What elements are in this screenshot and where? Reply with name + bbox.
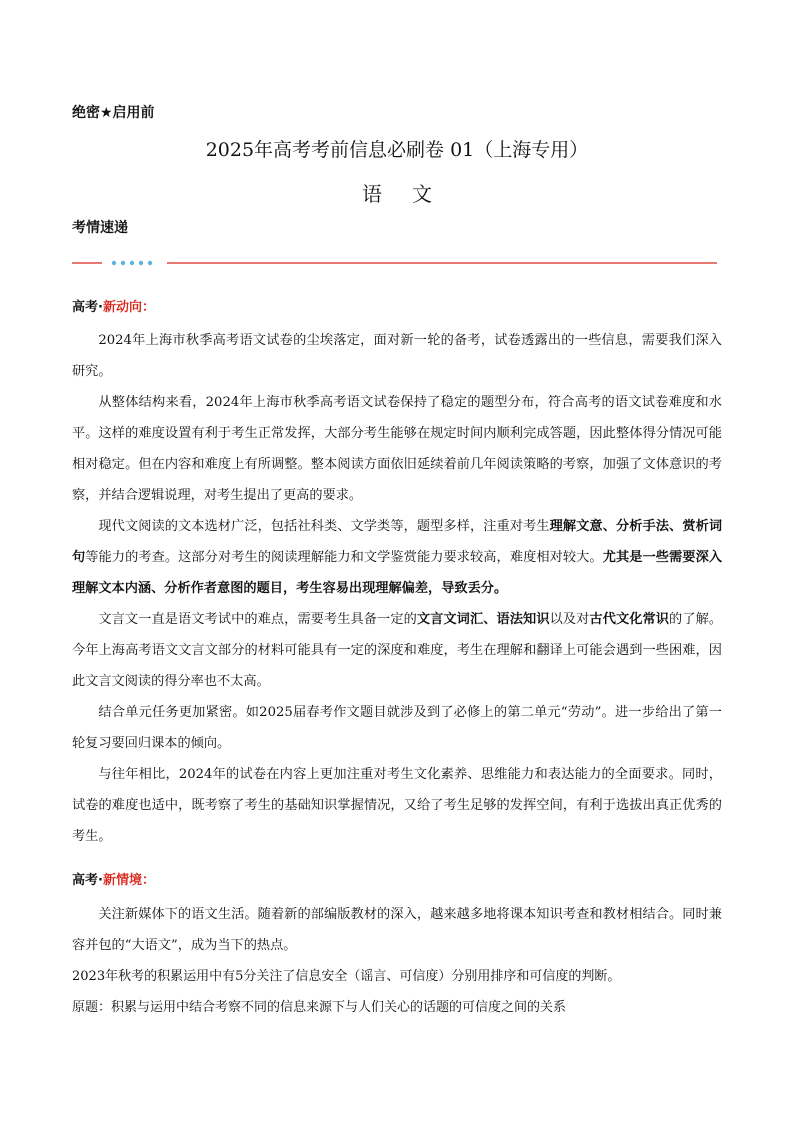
subject-char-1: 语 bbox=[362, 182, 382, 206]
heading-new-context bbox=[72, 869, 155, 888]
paragraph bbox=[72, 511, 722, 604]
bold-run: 赏析词句 bbox=[72, 519, 723, 565]
subject-char-2: 文 bbox=[412, 182, 432, 206]
heading-new-trend bbox=[72, 296, 155, 315]
text-run: 文言文一直是语文考试中的难点，需要考生具备一定的 bbox=[98, 612, 417, 627]
divider-dot bbox=[139, 261, 143, 265]
bold-run: 、 bbox=[602, 519, 616, 534]
text-run: 的了解。今年上海高考语文文言文部分的材料可能具有一定的深度和难度，考生在理解和翻译上可能会遇到一些困难，因此文言文阅读的得分率也不太高。 bbox=[72, 612, 723, 689]
trend-paragraphs bbox=[72, 325, 722, 852]
bold-run: 文言文词汇 bbox=[416, 612, 484, 627]
section-divider bbox=[72, 256, 717, 270]
heading-prefix: 高考· bbox=[72, 873, 103, 888]
divider-dot bbox=[130, 261, 134, 265]
heading-prefix: 高考· bbox=[72, 300, 103, 315]
page-title: 2025年高考考前信息必刷卷 01（上海专用） bbox=[205, 139, 589, 161]
bold-run: 语法知识 bbox=[496, 612, 550, 627]
text-run: 以及对 bbox=[549, 612, 590, 627]
text-run: 等能力的考查。这部分对考生的阅读理解能力和文学鉴赏能力要求较高，难度相对较大。 bbox=[85, 550, 603, 565]
bold-run: 分析手法 bbox=[615, 519, 670, 534]
heading-highlight: 新情境： bbox=[102, 873, 155, 888]
subject-title bbox=[0, 178, 794, 207]
text-run: 现代文阅读的文本选材广泛，包括社科类、文学类等，题型多样，注重对考生 bbox=[98, 519, 550, 534]
section-title: 考情速递 bbox=[72, 220, 128, 236]
bold-run: 古代文化常识 bbox=[589, 612, 670, 627]
divider-dot bbox=[121, 261, 125, 265]
bold-run: 、 bbox=[483, 612, 497, 627]
confidential-label: 绝密★启用前 bbox=[72, 105, 155, 121]
bold-run: 理解文意 bbox=[549, 519, 603, 534]
paragraph: 从整体结构来看，2024年上海市秋季高考语文试卷保持了稳定的题型分布，符合高考的语文试卷难度和水平。这样的难度设置有利于考生正常发挥，大部分考生能够在规定时间内顺利完成答题，因此整体得分情况可能相对稳定。但在内容和难度上有所调整。整本阅读方面依旧延续着前几年阅读策略的考察，加强了文体意识的考察，并结合逻辑说理，对考生提出了更高的要求。 bbox=[72, 395, 722, 503]
heading-highlight: 新动向： bbox=[102, 300, 155, 315]
paragraph bbox=[72, 604, 722, 697]
context-paragraph bbox=[72, 899, 722, 961]
paragraph: 与往年相比，2024年的试卷在内容上更加注重对考生文化素养、思维能力和表达能力的全面要求。同时，试卷的难度也适中，既考察了考生的基础知识掌握情况，又给了考生足够的发挥空间，有利于选拔出真正优秀的考生。 bbox=[72, 767, 722, 844]
paragraph: 关注新媒体下的语文生活。随着新的部编版教材的深入，越来越多地将课本知识考查和教材相结合。同时兼容并包的“大语文”，成为当下的热点。 bbox=[72, 907, 722, 953]
bold-run: 、 bbox=[669, 519, 683, 534]
divider-dot bbox=[148, 261, 152, 265]
divider-dot bbox=[112, 261, 116, 265]
paragraph: 结合单元任务更加紧密。如2025届春考作文题目就涉及到了必修上的第二单元“劳动”。进一步给出了第一轮复习要回归课本的倾向。 bbox=[72, 705, 722, 751]
bold-run: 尤其是一些需要深入理解文本内涵、分析作者意图的题目，考生容易出现理解偏差，导致丢分。 bbox=[72, 550, 723, 596]
context-line: 2023年秋考的积累运用中有5分关注了信息安全（谣言、可信度）分别用排序和可信度的判断。 bbox=[72, 969, 621, 984]
context-line: 原题：积累与运用中结合考察不同的信息来源下与人们关心的话题的可信度之间的关系 bbox=[72, 1000, 567, 1015]
paragraph: 2024年上海市秋季高考语文试卷的尘埃落定，面对新一轮的备考，试卷透露出的一些信息，需要我们深入研究。 bbox=[72, 333, 722, 379]
